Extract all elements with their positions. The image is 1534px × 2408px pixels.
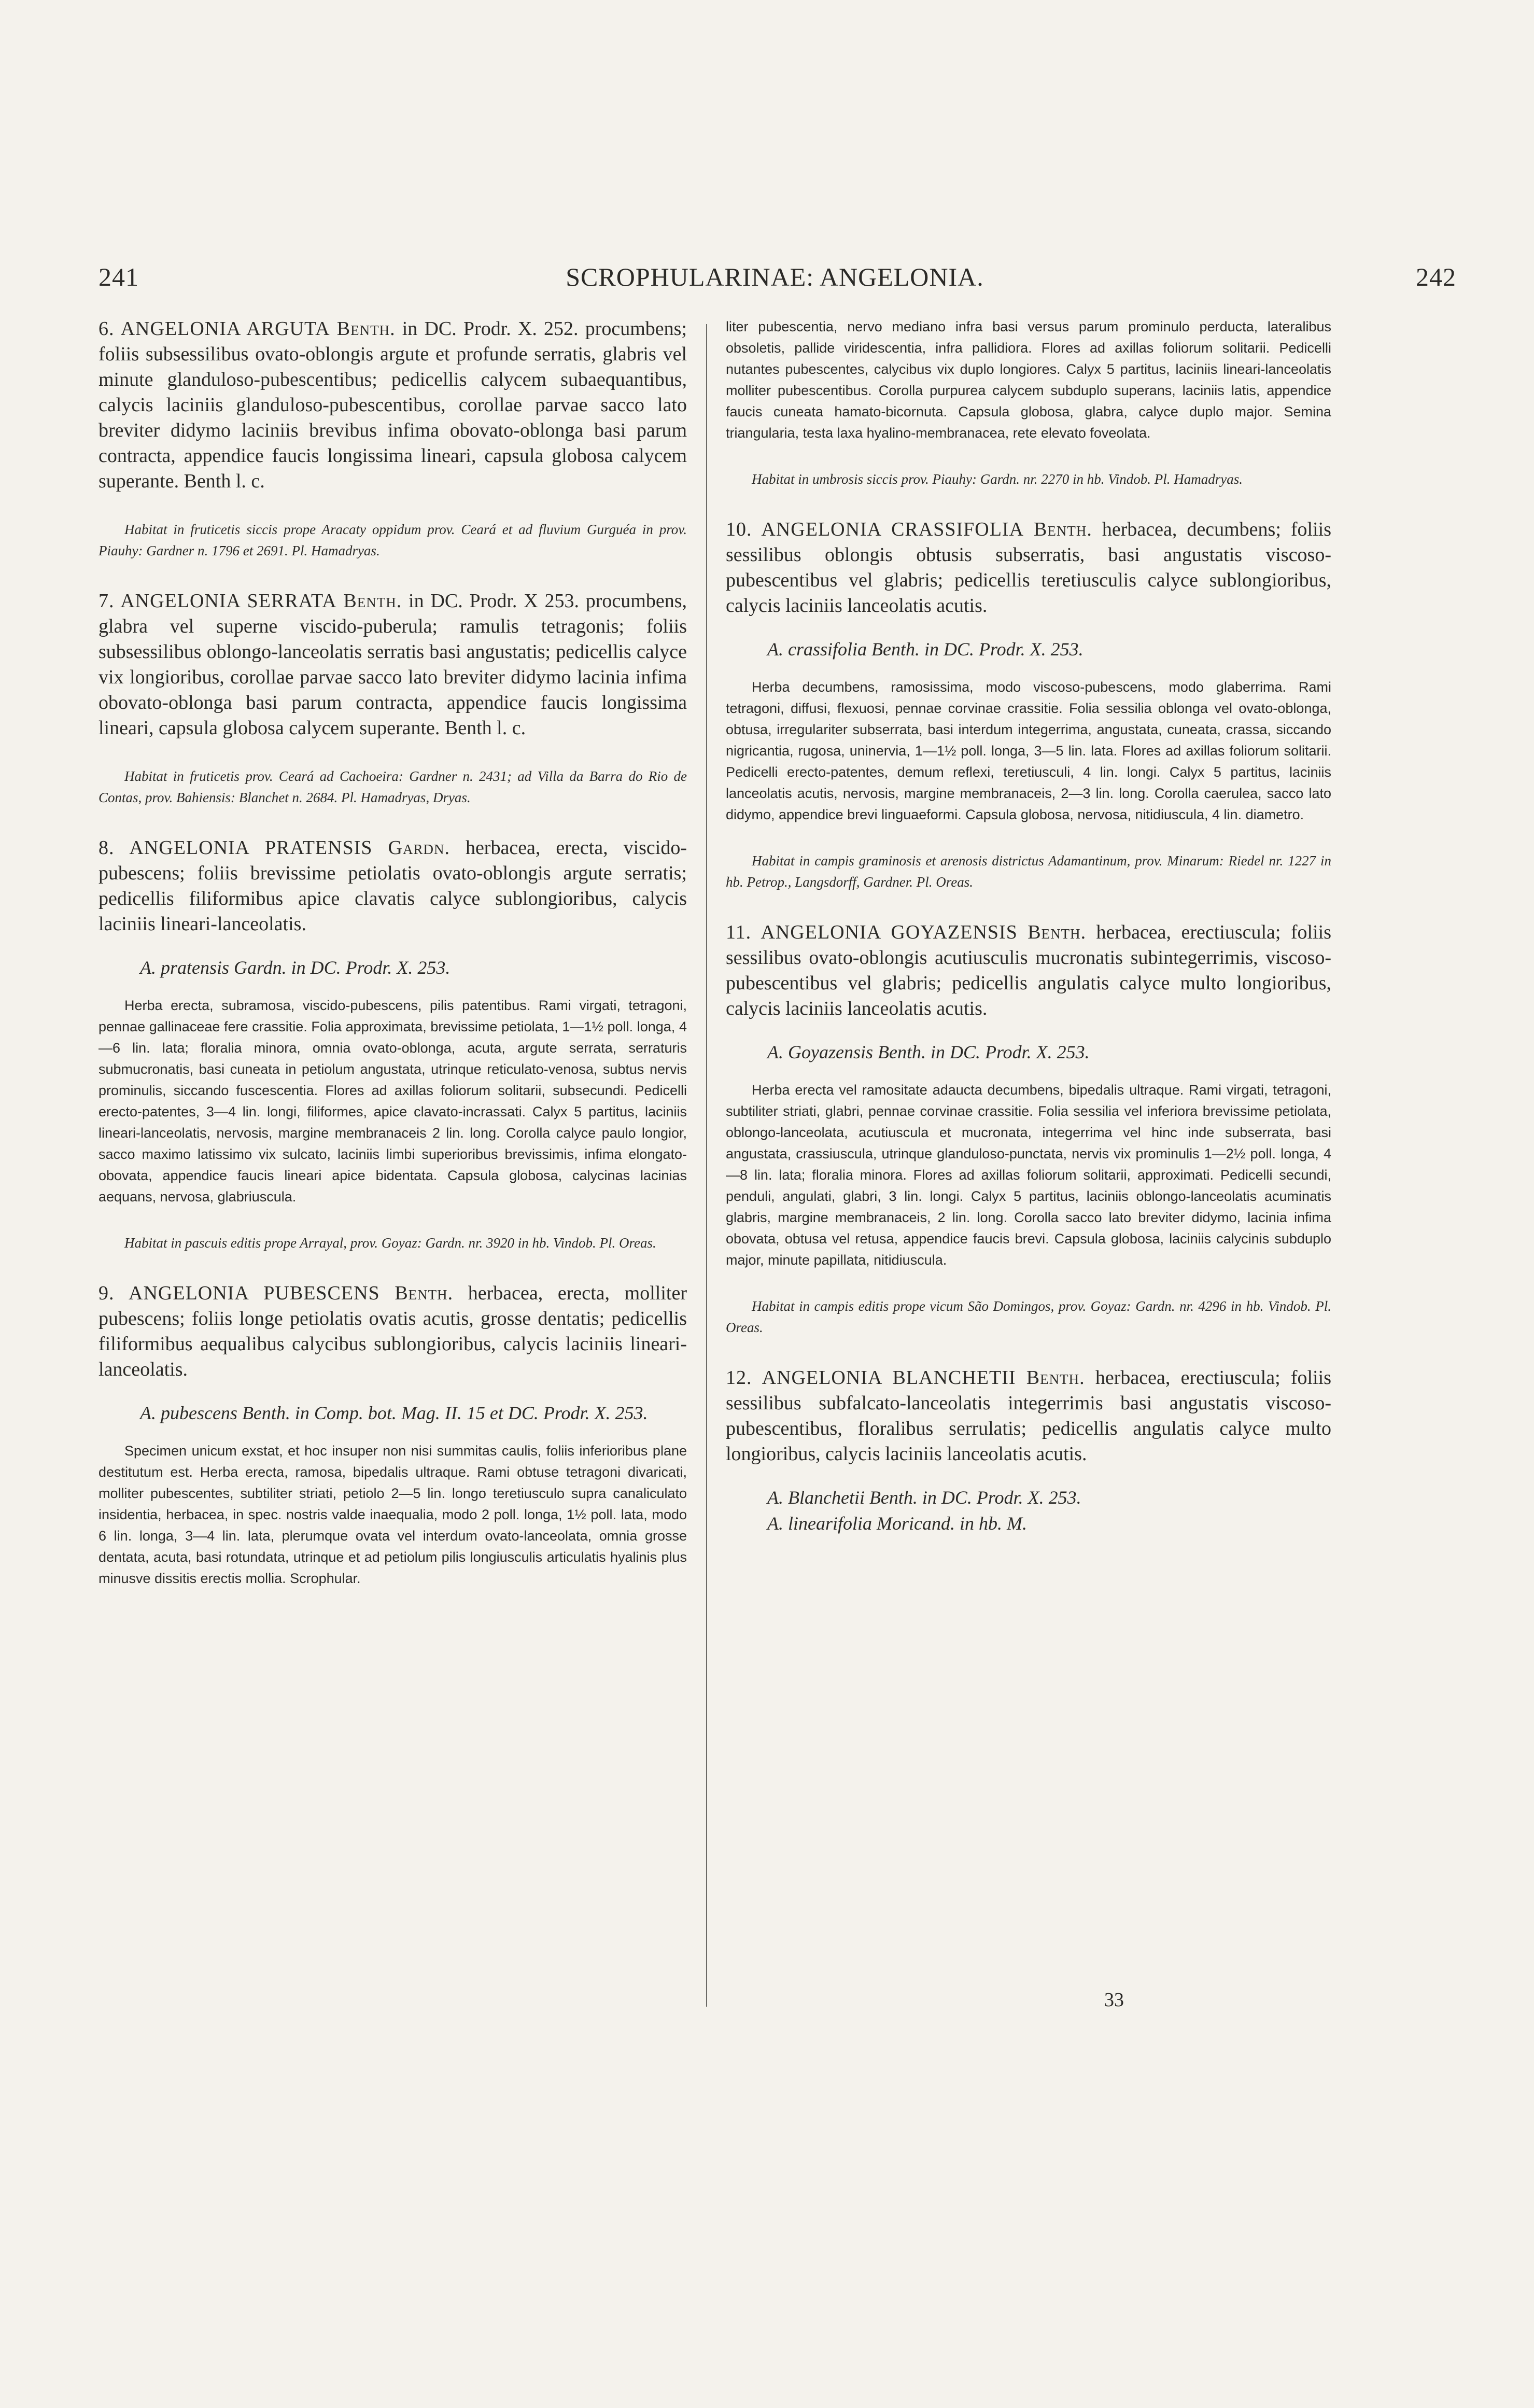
species-description: Herba decumbens, ramosissima, modo viscoso-pubescens, modo glaberrima. Rami tetragoni, diffusi, flexuosi, pennae corvinae crassitie. Folia sessilia oblonga vel ovato-oblonga, obtusa, irregulariter subserrata, basi interdum integerrima, angustata, cuneata, crassa, siccando nigricantia, rugosa, uninervia, 1—1½ poll. longa, 3—5 lin. lata. Flores ad axillas foliorum solitarii. Pedicelli erecto-patentes, demum reflexi, teretiusculi, 4 lin. longi. Calyx 5 partitus, laciniis lanceolatis acutis, nervosis, margine membranaceis, 2—3 lin. long. Corolla caerulea, sacco lato didymo, appendice brevi linguaeformi. Capsula globosa, nervosa, nitidiuscula, 4 lin. diametro. xyxy=(726,679,1331,822)
species-heading: 8. ANGELONIA PRATENSIS xyxy=(98,837,373,859)
habitat-note: Habitat in fruticetis prov. Ceará ad Cachoeira: Gardner n. 2431; ad Villa da Barra do Rio de Contas, prov. Bahiensis: Blanchet n. 2684. Pl. Hamadryas, Dryas. xyxy=(98,768,687,805)
species-entry-11 xyxy=(726,920,1331,1338)
species-description: Herba erecta, subramosa, viscido-pubescens, pilis patentibus. Rami virgati, tetragoni, pennae gallinaceae fere crassitie. Folia approximata, brevissime petiolata, 1—1½ poll. longa, 4—6 lin. lata; floralia minora, omnia ovato-oblonga, acuta, argute serrata, serraturis submucronatis, basi cuneata in petiolum angustata, utrinque reticulato-venosa, subtus nervis prominulis, siccando fuscescentia. Flores ad axillas foliorum solitarii, subsecundi. Pedicelli erecto-patentes, 3—4 lin. longi, filiformes, apice clavato-incrassati. Calyx 5 partitus, laciniis lineari-lanceolatis, nervosis, margine membranaceis 2 lin. long. Corolla calyce paulo longior, sacco maximo latissimo vix sulcato, laciniis limbi superioribus brevissimis, infima elongato-obovata, appendice faucis lineari apice bidentata. Capsula globosa, calycinas lacinias aequans, nervosa, glabriuscula. xyxy=(98,998,687,1205)
habitat-note: Habitat in umbrosis siccis prov. Piauhy: Gardn. nr. 2270 in hb. Vindob. Pl. Hamadryas. xyxy=(752,471,1243,487)
right-column xyxy=(726,316,1331,1551)
species-entry-9 xyxy=(98,1281,687,1589)
synonym-line: A. Goyazensis Benth. in DC. Prodr. X. 253. xyxy=(767,1042,1090,1062)
species-heading: 7. ANGELONIA SERRATA xyxy=(98,590,337,612)
species-heading: 9. ANGELONIA PUBESCENS xyxy=(98,1282,380,1304)
species-heading: 12. ANGELONIA BLANCHETII xyxy=(726,1367,1016,1389)
species-diagnosis: herbacea, erectiuscula; foliis sessilibus subfalcato-lanceolatis integerrimis basi angustatis viscoso-pubescentibus, floralibus serrulatis; pedicellis angulatis calyce multo longioribus, calycis laciniis lanceolatis acutis. xyxy=(726,1367,1332,1465)
synonym-line: A. Blanchetii Benth. in DC. Prodr. X. 253. xyxy=(767,1487,1081,1508)
species-entry-8 xyxy=(98,835,687,1254)
running-title: SCROPHULARINAE: ANGELONIA. xyxy=(566,262,984,291)
species-author: Benth. xyxy=(395,1282,454,1304)
running-header xyxy=(93,262,1456,309)
species-entry-10 xyxy=(726,517,1331,893)
species-heading: 10. ANGELONIA CRASSIFOLIA xyxy=(726,519,1024,540)
left-column xyxy=(98,316,687,1603)
species-diagnosis: herbacea, decumbens; foliis sessilibus oblongis obtusis subserratis, basi angustatis viscoso-pubescentibus vel glabris; pedicellis teretiusculis calyce sublongioribus, calycis laciniis lanceolatis acutis. xyxy=(726,519,1332,617)
species-heading: 6. ANGELONIA ARGUTA xyxy=(98,318,330,340)
habitat-note: Habitat in campis graminosis et arenosis districtus Adamantinum, prov. Minarum: Riedel nr. 1227 in hb. Petrop., Langsdorff, Gardner. Pl. Oreas. xyxy=(726,853,1331,890)
page-number-left: 241 xyxy=(98,262,139,291)
page-number-right: 242 xyxy=(1416,262,1456,291)
species-author: Benth. xyxy=(1034,519,1092,540)
species-entry-7 xyxy=(98,589,687,808)
synonym-line: A. pratensis Gardn. in DC. Prodr. X. 253. xyxy=(140,957,451,978)
species-diagnosis: herbacea, erectiuscula; foliis sessilibus ovato-oblongis acutiusculis mucronatis subintegerrimis, viscoso-pubescentibus vel glabris; pedicellis angulatis calyce multo longioribus, calycis laciniis lanceolatis acutis. xyxy=(726,921,1332,1019)
synonym-line: A. crassifolia Benth. in DC. Prodr. X. 253. xyxy=(767,639,1083,660)
synonym-line: A. linearifolia Moricand. in hb. M. xyxy=(767,1513,1027,1534)
species-entry-12 xyxy=(726,1365,1331,1535)
species-entry-6 xyxy=(98,316,687,562)
species-diagnosis: herbacea, erecta, molliter pubescens; foliis longe petiolatis ovatis acutis, grosse dentatis; pedicellis filiformibus aequalibus calycibus sublongioribus, calycis laciniis lineari-lanceolatis. xyxy=(98,1282,687,1380)
species-description: Specimen unicum exstat, et hoc insuper non nisi summitas caulis, foliis inferioribus plane destitutum est. Herba erecta, ramosa, bipedalis ultraque. Rami obtuse tetragoni divaricati, molliter pubescentes, subtiliter striati, petiolo 2—5 lin. longo teretiusculo supra canaliculato insidentia, herbacea, in spec. nostris valde inaequalia, modo 2 poll. longa, 1½ poll. lata, modo 6 lin. longa, 3—4 lin. lata, plerumque ovata vel interdum ovato-lanceolata, omnia grosse dentata, acuta, basi rotundata, utrinque et ad petiolum pilis longiusculis articulatis hyalinis plus minusve dissitis erectis mollia. Scrophular. xyxy=(98,1443,687,1586)
habitat-note: Habitat in pascuis editis prope Arrayal, prov. Goyaz: Gardn. nr. 3920 in hb. Vindob. Pl. Oreas. xyxy=(124,1235,656,1251)
habitat-note: Habitat in campis editis prope vicum São Domingos, prov. Goyaz: Gardn. nr. 4296 in hb. Vindob. Pl. Oreas. xyxy=(726,1298,1331,1335)
species-diagnosis: in DC. Prodr. X. 252. procumbens; foliis subsessilibus ovato-oblongis argute et profunde serratis, glabris vel minute glanduloso-pubescentibus; pedicellis calycem subaequantibus, calycis laciniis glanduloso-pubescentibus, corollae parvae sacco lato breviter didymo laciniis brevibus infima obovato-oblonga basi parum contracta, appendice faucis longissima lineari, capsula globosa calycem superante. Benth l. c. xyxy=(98,318,687,492)
synonym-line: A. pubescens Benth. in Comp. bot. Mag. II. 15 et DC. Prodr. X. 253. xyxy=(140,1403,648,1423)
species-author: Gardn. xyxy=(388,837,450,859)
species-description-continued: liter pubescentia, nervo mediano infra basi versus parum prominulo perducta, lateralibus obsoletis, pallide viridescentia, infra pallidiora. Flores ad axillas foliorum solitarii. Pedicelli nutantes pubescentes, calycibus vix duplo longiores. Calyx 5 partitus, laciniis lineari-lanceolatis molliter pubescentibus. Corolla purpurea calycem subduplo superans, laciniis latis, appendice faucis cuneata hamato-bicornuta. Capsula globosa, glabra, calyce duplo major. Semina triangularia, testa laxa hyalino-membranacea, rete elevato foveolata. xyxy=(726,319,1331,441)
signature-mark: 33 xyxy=(1104,1989,1124,2011)
species-author: Benth. xyxy=(1028,921,1087,943)
habitat-note: Habitat in fruticetis siccis prope Aracaty oppidum prov. Ceará et ad fluvium Gurguéa in prov. Piauhy: Gardner n. 1796 et 2691. Pl. Hamadryas. xyxy=(98,522,687,558)
species-description: Herba erecta vel ramositate adaucta decumbens, bipedalis ultraque. Rami virgati, tetragoni, subtiliter striati, glabri, pennae corvinae crassitie. Folia sessilia vel inferiora brevissime petiolata, oblongo-lanceolata, acutiuscula et mucronata, integerrima vel hinc inde subserrata, basi angustata, crassiuscula, utrinque glanduloso-punctata, nervis vix prominulis 1—2½ poll. longa, 4—8 lin. lata; floralia minora. Flores ad axillas foliorum solitarii, approximati. Pedicelli secundi, penduli, angulati, glabri, 3 lin. longi. Calyx 5 partitus, laciniis oblongo-lanceolatis acuminatis glabris, margine membranaceis, 2 lin. long. Corolla sacco lato breviter didymo, lacinia infima obovata, obtusa vel retusa, appendice faucis brevi. Capsula globosa, laciniis calycinis subduplo major, minute papillata, nitidiuscula. xyxy=(726,1082,1331,1268)
species-author: Benth. xyxy=(336,318,396,340)
column-divider xyxy=(706,324,707,2007)
species-diagnosis: herbacea, erecta, viscido-pubescens; foliis brevissime petiolatis ovato-oblongis argute serratis; pedicellis filiformibus apice clavatis calyce sublongioribus, calycis laciniis lineari-lanceolatis. xyxy=(98,837,687,935)
species-heading: 11. ANGELONIA GOYAZENSIS xyxy=(726,921,1018,943)
species-diagnosis: in DC. Prodr. X 253. procumbens, glabra vel superne viscido-puberula; ramulis tetragonis; foliis subsessilibus oblongo-lanceolatis serratis basi angustatis; pedicellis calyce vix longioribus, corollae parvae sacco lato breviter didymo lacinia infima obovato-oblonga basi parum contracta, appendice faucis longissima lineari, capsula globosa calycem superante. Benth l. c. xyxy=(98,590,687,739)
species-author: Benth. xyxy=(343,590,402,612)
species-author: Benth. xyxy=(1026,1367,1085,1389)
